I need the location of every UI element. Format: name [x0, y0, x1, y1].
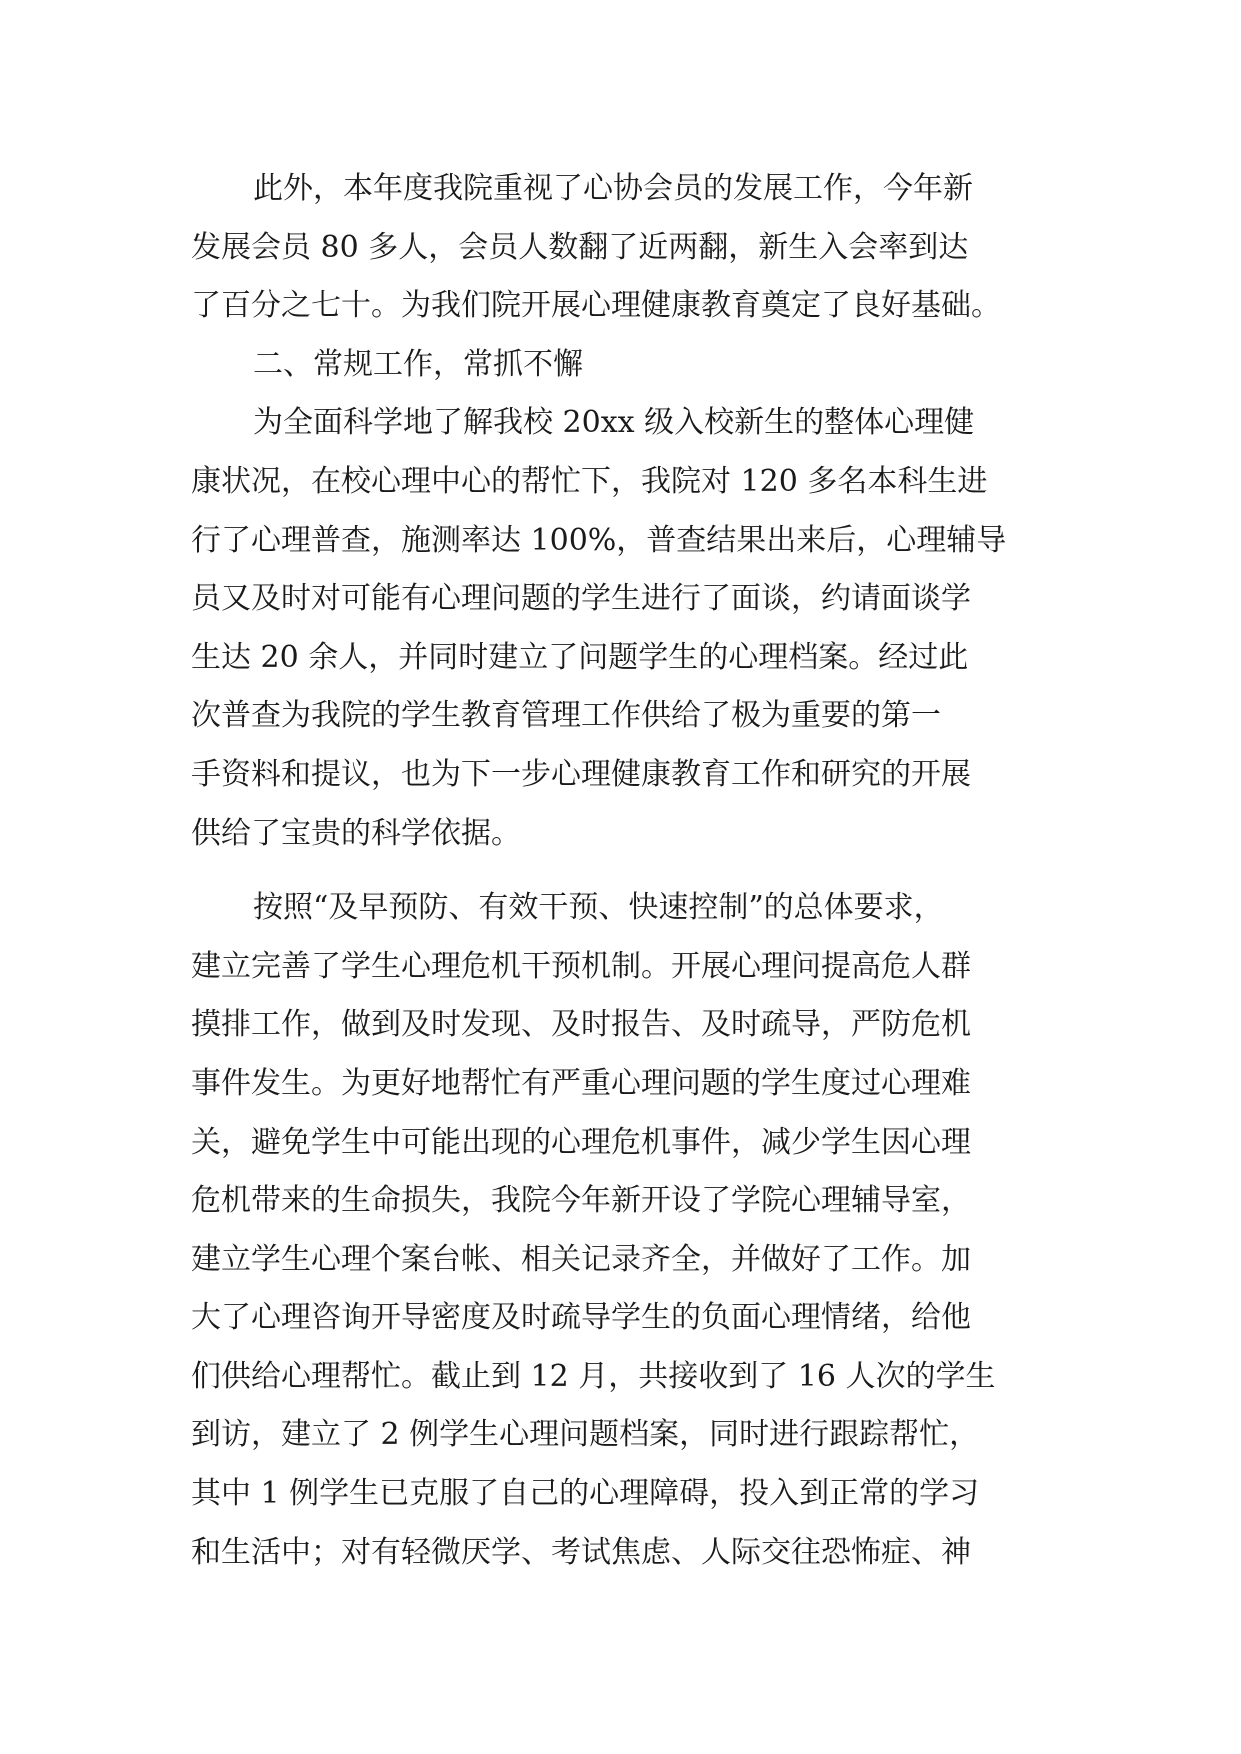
text-line: 供给了宝贵的科学依据。: [191, 815, 521, 851]
text-line: 们供给心理帮忙。截止到 12 月，共接收到了 16 人次的学生: [191, 1358, 996, 1394]
document-body: [191, 160, 1091, 1582]
heading-line: 二、常规工作，常抓不懈: [253, 346, 583, 382]
text-line: 建立完善了学生心理危机干预机制。开展心理问提高危人群: [191, 948, 971, 984]
text-line: 按照“及早预防、有效干预、快速控制”的总体要求，: [253, 890, 944, 926]
text-line: 康状况，在校心理中心的帮忙下，我院对 120 多名本科生进: [191, 463, 988, 499]
text-line: 员又及时对可能有心理问题的学生进行了面谈，约请面谈学: [191, 581, 971, 617]
text-line: 到访，建立了 2 例学生心理问题档案，同时进行跟踪帮忙，: [191, 1417, 980, 1453]
paragraph-crisis-intervention: [191, 879, 1091, 1582]
text-line: 关，避免学生中可能出现的心理危机事件，减少学生因心理: [191, 1124, 971, 1160]
paragraph-psychological-survey: [191, 394, 1091, 863]
text-line: 其中 1 例学生已克服了自己的心理障碍，投入到正常的学习: [191, 1476, 980, 1512]
text-line: 发展会员 80 多人，会员人数翻了近两翻，新生入会率到达: [191, 229, 969, 265]
text-line: 手资料和提议，也为下一步心理健康教育工作和研究的开展: [191, 756, 971, 792]
text-line: 此外，本年度我院重视了心协会员的发展工作，今年新: [253, 171, 973, 206]
text-line: 为全面科学地了解我校 20xx 级入校新生的整体心理健: [253, 405, 975, 441]
text-line: 了百分之七十。为我们院开展心理健康教育奠定了良好基础。: [191, 288, 1001, 324]
section-heading: [191, 336, 1091, 395]
paragraph-member-development: [191, 160, 1091, 336]
text-line: 危机带来的生命损失，我院今年新开设了学院心理辅导室，: [191, 1183, 971, 1219]
text-line: 和生活中；对有轻微厌学、考试焦虑、人际交往恐怖症、神: [191, 1534, 971, 1570]
text-line: 行了心理普查，施测率达 100%，普查结果出来后，心理辅导: [191, 522, 1007, 558]
text-line: 次普查为我院的学生教育管理工作供给了极为重要的第一: [191, 698, 941, 734]
paragraph-spacer: [191, 863, 1091, 879]
text-line: 摸排工作，做到及时发现、及时报告、及时疏导，严防危机: [191, 1007, 971, 1043]
text-line: 建立学生心理个案台帐、相关记录齐全，并做好了工作。加: [191, 1241, 971, 1277]
text-line: 大了心理咨询开导密度及时疏导学生的负面心理情绪，给他: [191, 1300, 971, 1336]
text-line: 生达 20 余人，并同时建立了问题学生的心理档案。经过此: [191, 639, 969, 675]
text-line: 事件发生。为更好地帮忙有严重心理问题的学生度过心理难: [191, 1065, 971, 1101]
